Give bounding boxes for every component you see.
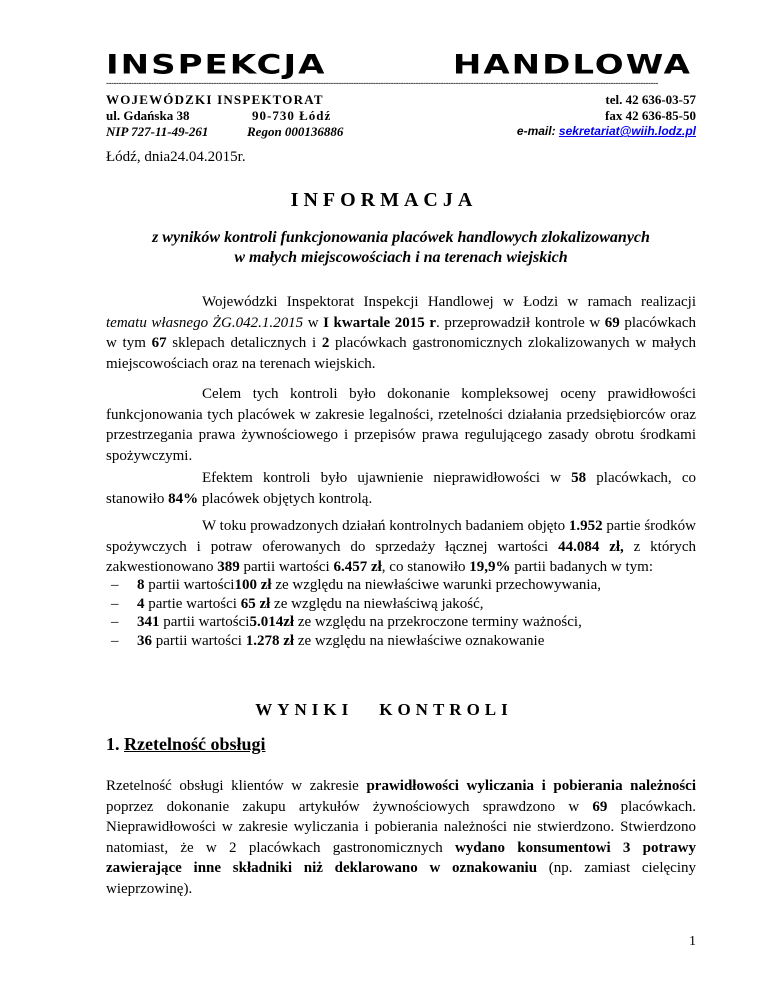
email-line bbox=[517, 124, 696, 139]
subtitle-line-1: z wyników kontroli funkcjonowania placówek handlowych zlokalizowanych bbox=[152, 229, 650, 246]
list-item: – 36 partii wartości 1.278 zł ze względu na niewłaściwe oznakowanie bbox=[111, 632, 545, 649]
phone-number: tel. 42 636-03-57 bbox=[605, 92, 696, 107]
subtitle-line-2: w małych miejscowościach i na terenach wiejskich bbox=[234, 249, 568, 266]
document-date: Łódź, dnia24.04.2015r. bbox=[106, 149, 246, 165]
regon-number: Regon 000136886 bbox=[247, 124, 344, 139]
inspectorate-name: WOJEWÓDZKI INSPEKTORAT bbox=[106, 92, 324, 107]
email-label: e-mail: bbox=[516, 124, 559, 138]
list-item: – 4 partie wartości 65 zł ze względu na niewłaściwą jakość, bbox=[111, 595, 484, 612]
paragraph-reliability: Rzetelność obsługi klientów w zakresie prawidłowości wyliczania i pobierania należności poprzez dokonanie zakupu artykułów żywnościowych sprawdzono w 69 placówkach. Nieprawidłowości w zakresie wyliczania i pobierania należności nie stwierdzono. Stwierdzono natomiast, że w 2 placówkach gastronomicznych wydano konsumentowi 3 potrawy zawierające inne składniki niż deklarowano w oznakowaniu (np. zamiast cielęciny wieprzowinę). bbox=[106, 778, 696, 897]
questioned-batches-list bbox=[106, 576, 696, 650]
paragraph-purpose: Celem tych kontroli było dokonanie kompleksowej oceny prawidłowości funkcjonowania tych placówek w zakresie legalności, rzetelności działania przedsiębiorców oraz przestrzegania prawa żywnościowego i przepisów prawa regulującego zasady obrotu środkami spożywczymi. bbox=[106, 386, 696, 464]
logo-word-handlowa: HANDLOWA bbox=[452, 49, 692, 81]
document-title: INFORMACJA bbox=[290, 189, 478, 211]
section-heading-reliability: 1. Rzetelność obsługi bbox=[106, 734, 266, 754]
results-heading: WYNIKI KONTROLI bbox=[255, 700, 513, 719]
letterhead-dashed-rule: ----------------------------------------------------------------------------------------------------------------------------------------------------------------------------------------------------------------------------- bbox=[106, 79, 658, 87]
list-item: – 341 partii wartości5.014zł ze względu na przekroczone terminy ważności, bbox=[111, 614, 582, 630]
email-link[interactable]: sekretariat@wiih.lodz.pl bbox=[558, 124, 696, 138]
logo-word-inspekcja: INSPEKCJA bbox=[106, 49, 327, 81]
paragraph-intro: Wojewódzki Inspektorat Inspekcji Handlowej w Łodzi w ramach realizacji tematu własnego ŻG.042.1.2015 w I kwartale 2015 r. przeprowadził kontrole w 69 placówkach w tym 67 sklepach detalicznych i 2 placówkach gastronomicznych zlokalizowanych w małych miejscowościach oraz na terenach wiejskich. bbox=[106, 294, 697, 372]
address-city: 90-730 Łódź bbox=[252, 108, 332, 123]
paragraph-samples: W toku prowadzonych działań kontrolnych badaniem objęto 1.952 partie środków spożywczych i potraw oferowanych do sprzedaży łącznej wartości 44.084 zł, z których zakwestionowano 389 partii wartości 6.457 zł, co stanowiło 19,9% partii badanych w tym: bbox=[106, 518, 697, 575]
fax-number: fax 42 636-85-50 bbox=[605, 108, 696, 123]
paragraph-effect: Efektem kontroli było ujawnienie nieprawidłowości w 58 placówkach, co stanowiło 84% placówek objętych kontrolą. bbox=[106, 470, 696, 507]
address-street: ul. Gdańska 38 bbox=[106, 108, 190, 123]
list-item: – 8 partii wartości100 zł ze względu na niewłaściwe warunki przechowywania, bbox=[111, 577, 602, 593]
page-number: 1 bbox=[689, 934, 696, 949]
document-subtitle bbox=[106, 228, 696, 268]
nip-number: NIP 727-11-49-261 bbox=[106, 124, 209, 139]
